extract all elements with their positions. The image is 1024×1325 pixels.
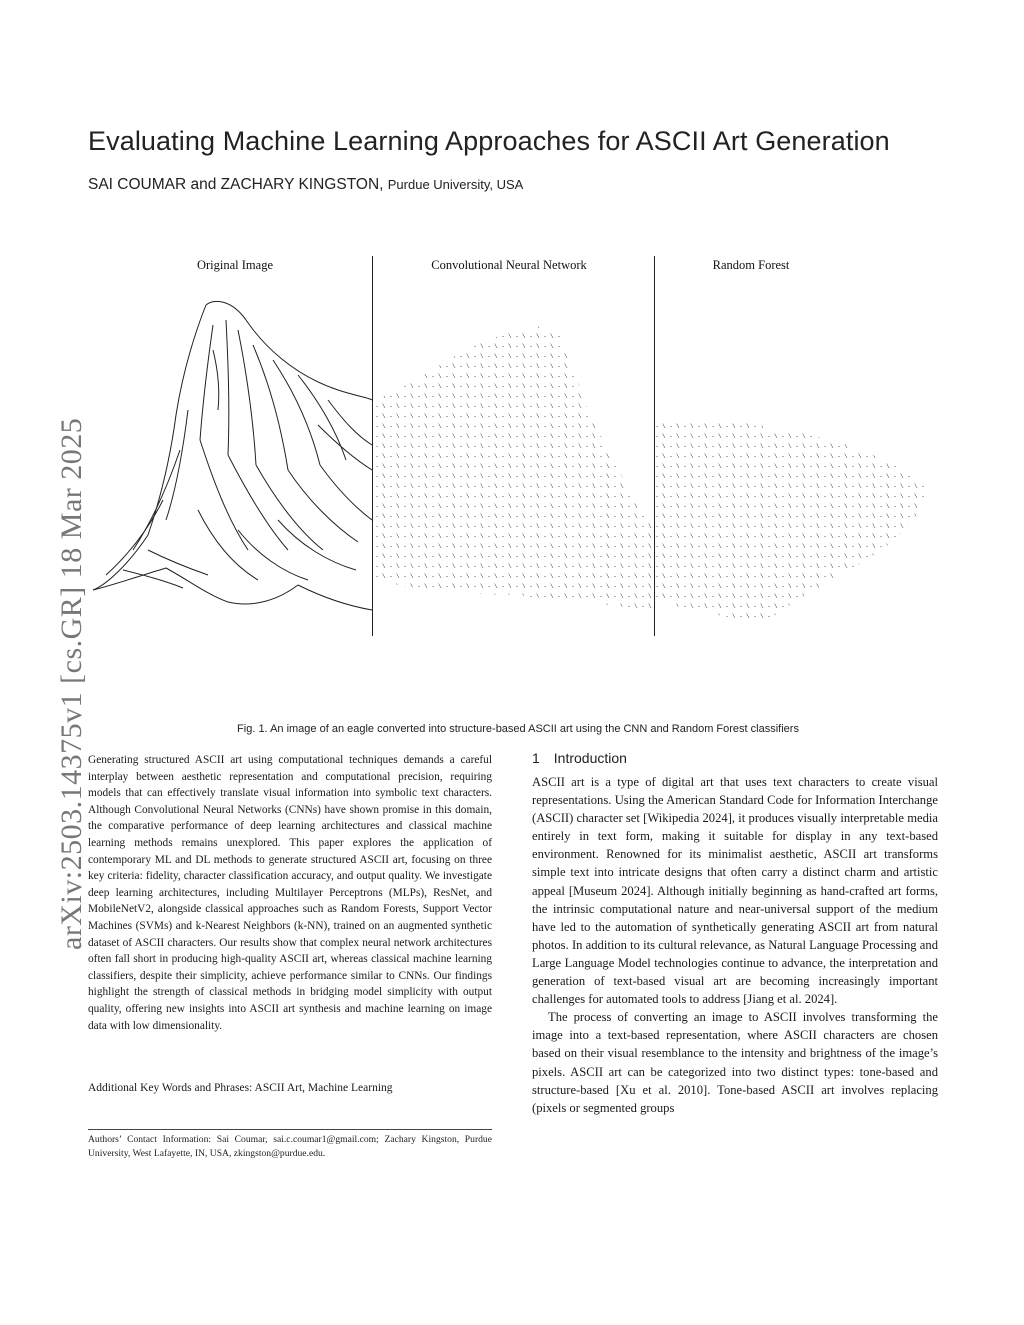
panel-label-original: Original Image [196,258,274,272]
section-number: 1 [532,750,540,766]
footnote-rule [88,1129,492,1130]
arxiv-sidebar-identifier: arXiv:2503.14375v1 [cs.GR] 18 Mar 2025 [55,417,88,950]
introduction-body [532,773,938,1117]
intro-paragraph-1: ASCII art is a type of digital art that uses text characters to create visual representations. Using the American Standard Code for Information Interchange (ASCII) character set [Wikipedia 2024], it produces visually interpretable media entirely in text form, making it suitable for display in any text-based environment. Renowned for its minimalist aesthetic, ASCII art transforms simple text into intricate designs that often carry a distinct charm and artistic appeal [Museum 2024]. Although initially beginning as hand-crafted art forms, the intrinsic computational nature and near-universal support of the medium have led to the automation of synthetically generating ASCII art from natural photos. In addition to its cultural relevance, as Natural Language Processing and Large Language Model technologies continue to advance, the interpretation and generation of text-based visual art are becoming increasingly important challenges for automated tools to address [Jiang et al. 2024]. [532,775,938,1007]
author-line [88,176,523,194]
figure-1 [88,250,948,650]
cnn-ascii-wing [372,326,654,610]
section-heading-introduction [532,750,627,766]
intro-paragraph-2: The process of converting an image to ASCII involves transforming the image into a text-based representation, where ASCII characters are chosen based on their visual resemblance to the intensity and brightness of the image’s pixels. ASCII art can be categorized into two distinct types: tone-based and structure-based [Xu et al. 2010]. Tone-based ASCII art involves replacing (pixels or segmented groups [532,1010,938,1115]
author-affiliation: Purdue University, USA [387,177,524,192]
eagle-line-drawing [93,301,372,610]
author-names: SAI COUMAR and ZACHARY KINGSTON, [88,176,384,193]
paper-title: Evaluating Machine Learning Approaches for ASCII Art Generation [88,126,890,156]
abstract-text: Generating structured ASCII art using computational techniques demands a careful interplay between aesthetic representation and computational precision, requiring models that can effectively translate visual information into symbolic text characters. Although Convolutional Neural Networks (CNNs) have shown promise in this domain, the comparative performance of deep learning architectures and classical machine learning methods remains unexplored. This paper explores the application of contemporary ML and DL methods to generate structured ASCII art, focusing on three key criteria: fidelity, character classification accuracy, and output quality. We investigate deep learning architectures, including Multilayer Perceptrons (MLPs), ResNet, and MobileNetV2, alongside classical approaches such as Random Forests, Support Vector Machines (SVMs) and k-Nearest Neighbors (k-NN), trained on an augmented synthetic dataset of ASCII characters. Our results show that complex neural network architectures often fall short in producing high-quality ASCII art, whereas classical machine learning classifiers, despite their simplicity, achieve performance similar to CNNs. Our findings highlight the strength of classical methods in bridging model simplicity with output quality, offering new insights into ASCII art synthesis and machine learning on image data with low dimensionality. [88,754,492,1032]
section-title: Introduction [553,750,627,766]
figure-caption: Fig. 1. An image of an eagle converted into structure-based ASCII art using the CNN and Random Forest classifiers [237,723,799,735]
keywords-line: Additional Key Words and Phrases: ASCII Art, Machine Learning [88,1082,393,1094]
eagle-wing-ascii-art [88,250,948,650]
panel-label-cnn: Convolutional Neural Network [431,258,587,272]
author-contact-footnote: Authors’ Contact Information: Sai Coumar, sai.c.coumar1@gmail.com; Zachary Kingston, Purdue University, West Lafayette, IN, USA, zkingston@purdue.edu. [88,1134,492,1159]
random-forest-ascii-wing [654,419,928,622]
panel-label-random-forest: Random Forest [712,258,790,272]
